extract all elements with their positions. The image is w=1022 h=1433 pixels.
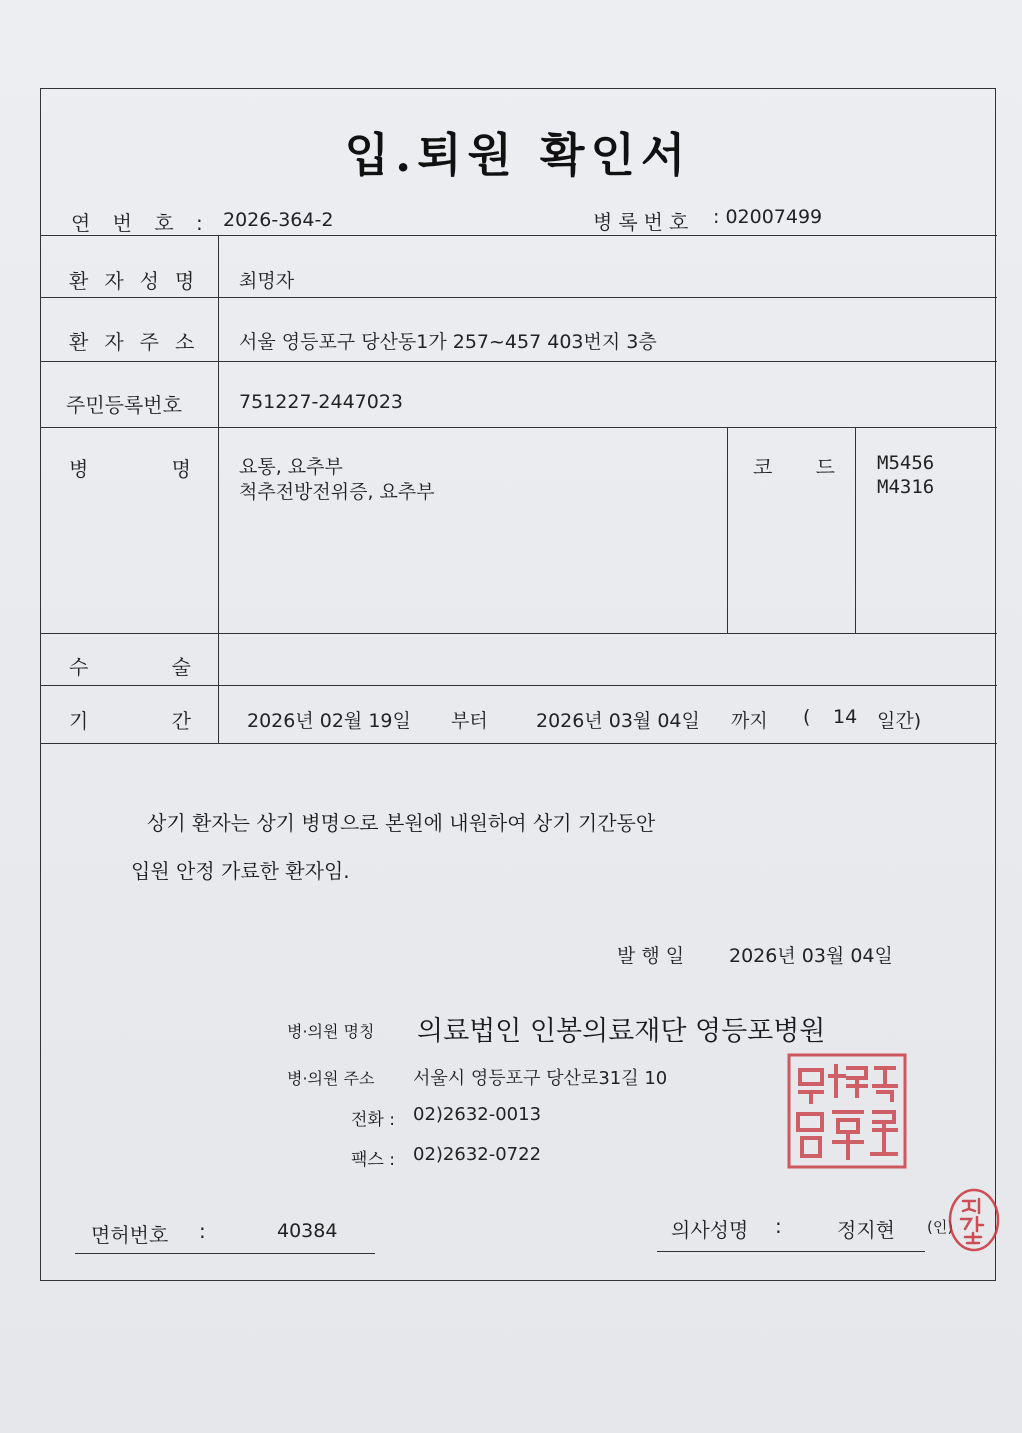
- serial-value: 2026-364-2: [223, 209, 334, 231]
- hospital-name: 의료법인 인봉의료재단 영등포병원: [417, 1016, 826, 1047]
- row-divider: [41, 685, 997, 686]
- license-value: 40384: [277, 1220, 338, 1242]
- issue-date-value: 2026년 03월 04일: [729, 945, 893, 967]
- patient-name-value: 최명자: [239, 270, 295, 292]
- diagnosis-list: [239, 455, 435, 505]
- period-label-right: 간: [171, 709, 191, 733]
- diagnosis-label: [69, 453, 191, 482]
- resident-number-value: 751227-2447023: [239, 391, 404, 413]
- resident-number-label: 주민등록번호: [66, 393, 182, 417]
- hospital-address-label: 병·의원 주소: [287, 1069, 375, 1088]
- code-list: [877, 451, 934, 499]
- period-end: 2026년 03월 04일: [536, 710, 700, 732]
- column-divider: [855, 427, 856, 633]
- column-divider: [727, 427, 728, 633]
- phone-value: 02)2632-0013: [413, 1104, 542, 1125]
- record-label: 병록번호: [593, 210, 695, 234]
- doctor-label: 의사성명: [671, 1218, 749, 1242]
- surgery-label-left: 수: [69, 655, 89, 679]
- doctor-underline: [657, 1251, 925, 1252]
- row-divider: [41, 235, 997, 236]
- row-divider: [41, 743, 997, 744]
- code-label: [753, 451, 835, 480]
- row-divider: [41, 297, 997, 298]
- period-paren: (: [803, 706, 811, 728]
- hospital-address: 서울시 영등포구 당산로31길 10: [413, 1068, 668, 1089]
- patient-address-value: 서울 영등포구 당산동1가 257~457 403번지 3층: [239, 331, 657, 353]
- license-label: 면허번호: [91, 1223, 169, 1247]
- period-label-left: 기: [69, 709, 89, 733]
- patient-name-label: 환자성명: [69, 269, 211, 293]
- doctor-seal-mark: (인): [927, 1218, 954, 1236]
- phone-label: 전화 :: [351, 1110, 395, 1130]
- license-underline: [75, 1253, 375, 1254]
- code-label-left: 코: [753, 455, 773, 479]
- certificate-document: [40, 88, 996, 1281]
- diagnosis-line: 요통, 요추부: [239, 456, 343, 478]
- fax-label: 팩스 :: [351, 1150, 395, 1170]
- surgery-label-right: 술: [171, 655, 191, 679]
- period-label: [69, 705, 191, 734]
- doctor-seal-stamp: [947, 1187, 1001, 1253]
- doctor-name: 정지현: [837, 1218, 895, 1242]
- hospital-seal-stamp: [786, 1052, 908, 1170]
- document-title: 입.퇴원 확인서: [344, 128, 692, 182]
- period-from: 부터: [451, 710, 488, 732]
- code-label-right: 드: [815, 455, 835, 479]
- code-value: M5456: [877, 452, 935, 474]
- diagnosis-label-left: 병: [69, 457, 89, 481]
- surgery-label: [69, 651, 191, 680]
- hospital-name-label: 병·의원 명칭: [287, 1022, 375, 1041]
- label-column-divider: [218, 235, 219, 743]
- patient-address-label: 환자주소: [69, 330, 211, 354]
- period-to: 까지: [731, 710, 768, 732]
- diagnosis-line: 척추전방전위증, 요추부: [239, 481, 435, 503]
- license-colon: :: [199, 1219, 206, 1243]
- statement-line-1: 상기 환자는 상기 병명으로 본원에 내원하여 상기 기간동안: [147, 811, 656, 835]
- period-days-suffix: 일간): [877, 710, 922, 732]
- record-value: : 02007499: [713, 206, 823, 228]
- serial-label: 연 번 호 :: [71, 211, 211, 235]
- row-divider: [41, 361, 997, 362]
- statement-line-2: 입원 안정 가료한 환자임.: [131, 859, 350, 883]
- row-divider: [41, 427, 997, 428]
- issue-date-label: 발 행 일: [617, 945, 685, 967]
- row-divider: [41, 633, 997, 634]
- diagnosis-label-right: 명: [171, 457, 191, 481]
- period-days: 14: [833, 706, 858, 728]
- code-value: M4316: [877, 476, 935, 498]
- period-start: 2026년 02월 19일: [247, 710, 411, 732]
- doctor-colon: :: [775, 1214, 782, 1238]
- fax-value: 02)2632-0722: [413, 1144, 542, 1165]
